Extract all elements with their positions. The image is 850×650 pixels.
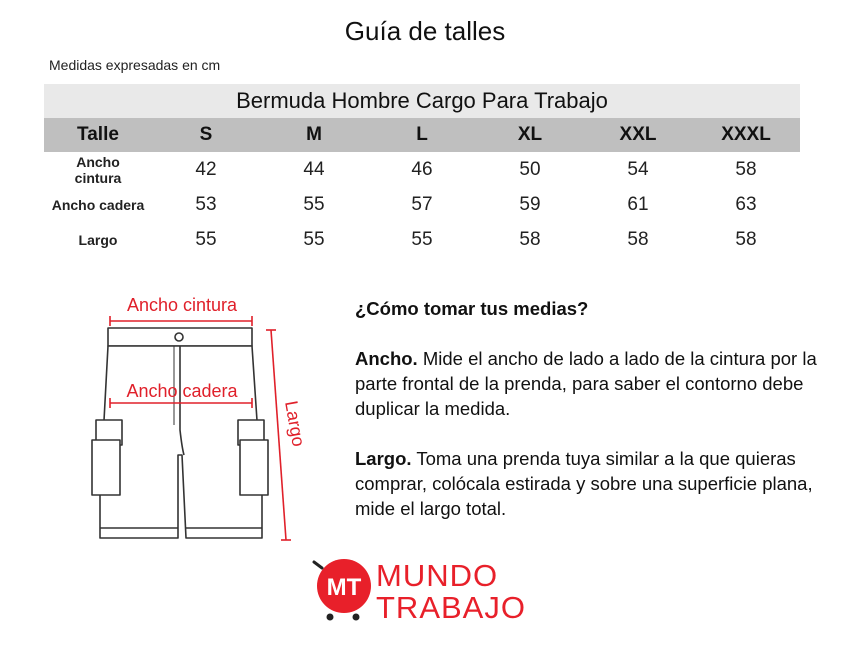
largo-term: Largo.	[355, 448, 412, 469]
table-cell: 55	[411, 228, 433, 250]
col-header-l: L	[368, 118, 476, 152]
ancho-text: Mide el ancho de lado a lado de la cintura por la parte frontal de la prenda, para saber el contorno debe duplicar la medida.	[355, 348, 817, 419]
table-cell: 50	[519, 158, 541, 180]
size-table	[44, 84, 800, 257]
col-header-talle: Talle	[44, 118, 152, 152]
table-cell: 58	[627, 228, 649, 250]
table-cell: 55	[303, 228, 325, 250]
col-header-xxl: XXL	[584, 118, 692, 152]
table-cell: 53	[195, 193, 217, 215]
ancho-instruction	[355, 346, 825, 421]
row-label	[44, 152, 152, 187]
table-cell: 55	[195, 228, 217, 250]
table-cell: 63	[735, 193, 757, 215]
col-header-xl: XL	[476, 118, 584, 152]
page-title: Guía de talles	[344, 16, 506, 46]
table-cell: 58	[735, 158, 757, 180]
table-cell: 61	[627, 193, 649, 215]
logo-monogram: MT	[326, 574, 362, 601]
table-row-ancho-cintura	[44, 152, 800, 187]
ancho-term: Ancho.	[355, 348, 418, 369]
table-cell: 44	[303, 158, 325, 180]
hip-label: Ancho cadera	[126, 381, 238, 401]
table-row-ancho-cadera	[44, 187, 800, 222]
col-header-xxxl: XXXL	[692, 118, 800, 152]
table-row-largo	[44, 222, 800, 257]
logo-line2: TRABAJO	[376, 590, 526, 625]
waist-label: Ancho cintura	[126, 295, 238, 315]
instructions-question: ¿Cómo tomar tus medias?	[355, 298, 589, 319]
size-grid	[44, 118, 800, 257]
table-cell: 55	[303, 193, 325, 215]
shorts-measurement-diagram	[78, 290, 318, 550]
largo-text: Toma una prenda tuya similar a la que quieras comprar, colócala estirada y sobre una superficie plana, mide el largo total.	[355, 448, 813, 519]
table-cell: 46	[411, 158, 433, 180]
row-label: Largo	[78, 231, 118, 248]
table-cell: 54	[627, 158, 649, 180]
row-label-line: cintura	[74, 169, 122, 186]
table-cell: 42	[195, 158, 217, 180]
logo-line1: MUNDO	[376, 558, 499, 593]
table-cell: 58	[735, 228, 757, 250]
largo-instruction	[355, 446, 825, 521]
product-name: Bermuda Hombre Cargo Para Trabajo	[44, 84, 800, 118]
table-cell: 59	[519, 193, 541, 215]
table-cell: 57	[411, 193, 433, 215]
row-label: Ancho cadera	[51, 196, 145, 213]
shorts-outline-icon	[92, 328, 268, 538]
length-label: Largo	[281, 399, 309, 449]
units-note: Medidas expresadas en cm	[49, 57, 221, 73]
col-header-s: S	[152, 118, 260, 152]
mundo-trabajo-logo	[310, 556, 560, 626]
table-header-row	[44, 118, 800, 152]
col-header-m: M	[260, 118, 368, 152]
table-cell: 58	[519, 228, 541, 250]
row-label-line: Ancho	[76, 153, 120, 170]
measuring-instructions	[355, 296, 825, 546]
